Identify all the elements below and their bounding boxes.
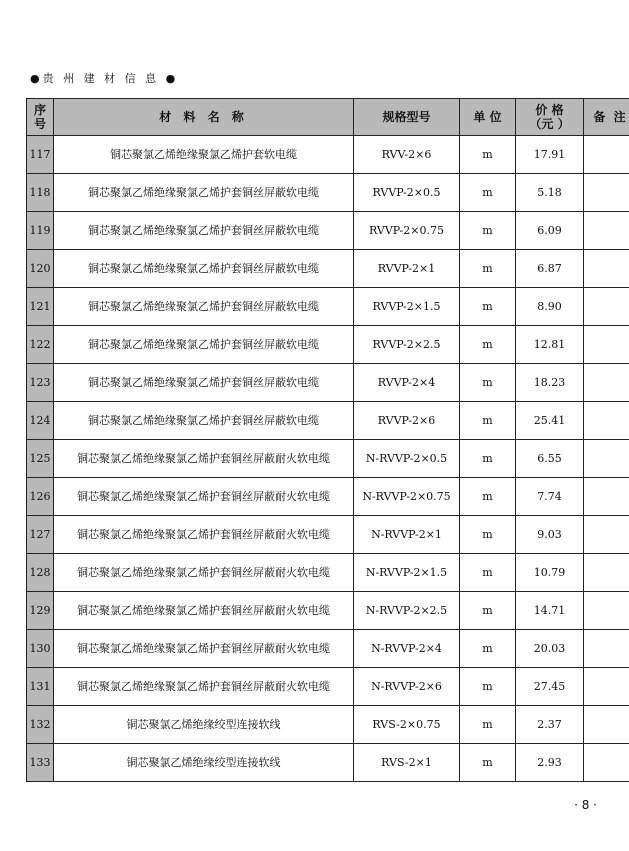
row-material-name: 铜芯聚氯乙烯绝缘聚氯乙烯护套铜丝屏蔽软电缆 [54,212,354,250]
row-spec: RVVP-2×0.75 [354,212,460,250]
row-index: 117 [27,136,54,174]
row-spec: RVV-2×6 [354,136,460,174]
header-material-name: 材 料 名 称 [54,99,354,136]
row-price: 5.18 [516,174,584,212]
table-row [27,744,629,782]
row-index: 131 [27,668,54,706]
row-spec: RVVP-2×2.5 [354,326,460,364]
table-body [27,136,629,782]
row-spec: RVVP-2×0.5 [354,174,460,212]
row-remark [584,744,629,782]
table-row [27,706,629,744]
row-remark [584,592,629,630]
row-index: 129 [27,592,54,630]
row-material-name: 铜芯聚氯乙烯绝缘聚氯乙烯护套铜丝屏蔽软电缆 [54,174,354,212]
table-row [27,288,629,326]
row-spec: RVVP-2×1.5 [354,288,460,326]
row-price: 7.74 [516,478,584,516]
row-unit: m [460,402,516,440]
row-material-name: 铜芯聚氯乙烯绝缘聚氯乙烯护套铜丝屏蔽软电缆 [54,288,354,326]
row-material-name: 铜芯聚氯乙烯绝缘聚氯乙烯护套铜丝屏蔽软电缆 [54,250,354,288]
row-price: 2.93 [516,744,584,782]
row-material-name: 铜芯聚氯乙烯绝缘聚氯乙烯护套铜丝屏蔽耐火软电缆 [54,630,354,668]
row-spec: N-RVVP-2×6 [354,668,460,706]
row-price: 27.45 [516,668,584,706]
row-price: 2.37 [516,706,584,744]
row-unit: m [460,744,516,782]
row-spec: RVS-2×0.75 [354,706,460,744]
header-price-line1: 价 格 [535,103,564,117]
publication-header: ●贵 州 建 材 信 息 ● [30,72,179,85]
table-row [27,440,629,478]
row-index: 128 [27,554,54,592]
row-remark [584,174,629,212]
row-remark [584,402,629,440]
row-remark [584,288,629,326]
row-remark [584,364,629,402]
header-price-line2: （元 ） [529,117,570,131]
row-material-name: 铜芯聚氯乙烯绝缘绞型连接软线 [54,706,354,744]
row-unit: m [460,668,516,706]
row-unit: m [460,326,516,364]
row-remark [584,212,629,250]
row-price: 20.03 [516,630,584,668]
header-spec: 规格型号 [354,99,460,136]
row-material-name: 铜芯聚氯乙烯绝缘聚氯乙烯护套铜丝屏蔽耐火软电缆 [54,592,354,630]
row-unit: m [460,212,516,250]
header-row [27,99,629,136]
row-remark [584,668,629,706]
row-unit: m [460,516,516,554]
table-row [27,326,629,364]
row-index: 118 [27,174,54,212]
row-unit: m [460,174,516,212]
table-row [27,592,629,630]
row-index: 127 [27,516,54,554]
header-unit: 单 位 [460,99,516,136]
row-spec: RVVP-2×6 [354,402,460,440]
row-index: 125 [27,440,54,478]
row-index: 119 [27,212,54,250]
row-material-name: 铜芯聚氯乙烯绝缘聚氯乙烯护套铜丝屏蔽耐火软电缆 [54,554,354,592]
row-spec: N-RVVP-2×1.5 [354,554,460,592]
header-remark: 备 注 [584,99,629,136]
row-remark [584,326,629,364]
header-price [516,99,584,136]
row-unit: m [460,478,516,516]
header-index [27,99,54,136]
row-remark [584,516,629,554]
row-spec: N-RVVP-2×4 [354,630,460,668]
row-price: 8.90 [516,288,584,326]
price-table [26,98,629,782]
row-price: 10.79 [516,554,584,592]
row-unit: m [460,706,516,744]
row-material-name: 铜芯聚氯乙烯绝缘绞型连接软线 [54,744,354,782]
row-price: 6.09 [516,212,584,250]
table-row [27,668,629,706]
row-index: 132 [27,706,54,744]
row-material-name: 铜芯聚氯乙烯绝缘聚氯乙烯护套铜丝屏蔽软电缆 [54,326,354,364]
row-remark [584,136,629,174]
row-spec: RVVP-2×1 [354,250,460,288]
row-spec: RVVP-2×4 [354,364,460,402]
row-index: 130 [27,630,54,668]
row-index: 122 [27,326,54,364]
row-spec: N-RVVP-2×1 [354,516,460,554]
row-spec: N-RVVP-2×2.5 [354,592,460,630]
table-row [27,402,629,440]
header-index-line2: 号 [33,117,46,131]
row-unit: m [460,364,516,402]
header-index-line1: 序 [33,103,46,117]
row-spec: RVS-2×1 [354,744,460,782]
table-row [27,364,629,402]
row-spec: N-RVVP-2×0.75 [354,478,460,516]
table-row [27,174,629,212]
row-material-name: 铜芯聚氯乙烯绝缘聚氯乙烯护套铜丝屏蔽软电缆 [54,402,354,440]
row-material-name: 铜芯聚氯乙烯绝缘聚氯乙烯护套铜丝屏蔽耐火软电缆 [54,668,354,706]
row-price: 9.03 [516,516,584,554]
row-unit: m [460,440,516,478]
row-index: 124 [27,402,54,440]
row-spec: N-RVVP-2×0.5 [354,440,460,478]
row-index: 121 [27,288,54,326]
row-unit: m [460,592,516,630]
row-remark [584,250,629,288]
row-index: 126 [27,478,54,516]
row-price: 6.55 [516,440,584,478]
row-remark [584,630,629,668]
row-unit: m [460,630,516,668]
table-row [27,136,629,174]
row-index: 120 [27,250,54,288]
table-row [27,516,629,554]
row-index: 133 [27,744,54,782]
row-price: 12.81 [516,326,584,364]
table-row [27,250,629,288]
row-price: 18.23 [516,364,584,402]
row-material-name: 铜芯聚氯乙烯绝缘聚氯乙烯护套铜丝屏蔽耐火软电缆 [54,440,354,478]
table-row [27,554,629,592]
row-price: 17.91 [516,136,584,174]
row-price: 14.71 [516,592,584,630]
row-index: 123 [27,364,54,402]
row-material-name: 铜芯聚氯乙烯绝缘聚氯乙烯护套铜丝屏蔽耐火软电缆 [54,516,354,554]
table-row [27,212,629,250]
page-number: · 8 · [574,798,597,812]
row-remark [584,478,629,516]
row-remark [584,706,629,744]
row-unit: m [460,136,516,174]
row-unit: m [460,554,516,592]
table-header [27,99,629,136]
row-material-name: 铜芯聚氯乙烯绝缘聚氯乙烯护套铜丝屏蔽软电缆 [54,364,354,402]
row-price: 6.87 [516,250,584,288]
row-material-name: 铜芯聚氯乙烯绝缘聚氯乙烯护套铜丝屏蔽耐火软电缆 [54,478,354,516]
row-unit: m [460,288,516,326]
table-row [27,478,629,516]
row-remark [584,554,629,592]
row-material-name: 铜芯聚氯乙烯绝缘聚氯乙烯护套软电缆 [54,136,354,174]
row-price: 25.41 [516,402,584,440]
table-row [27,630,629,668]
row-unit: m [460,250,516,288]
row-remark [584,440,629,478]
